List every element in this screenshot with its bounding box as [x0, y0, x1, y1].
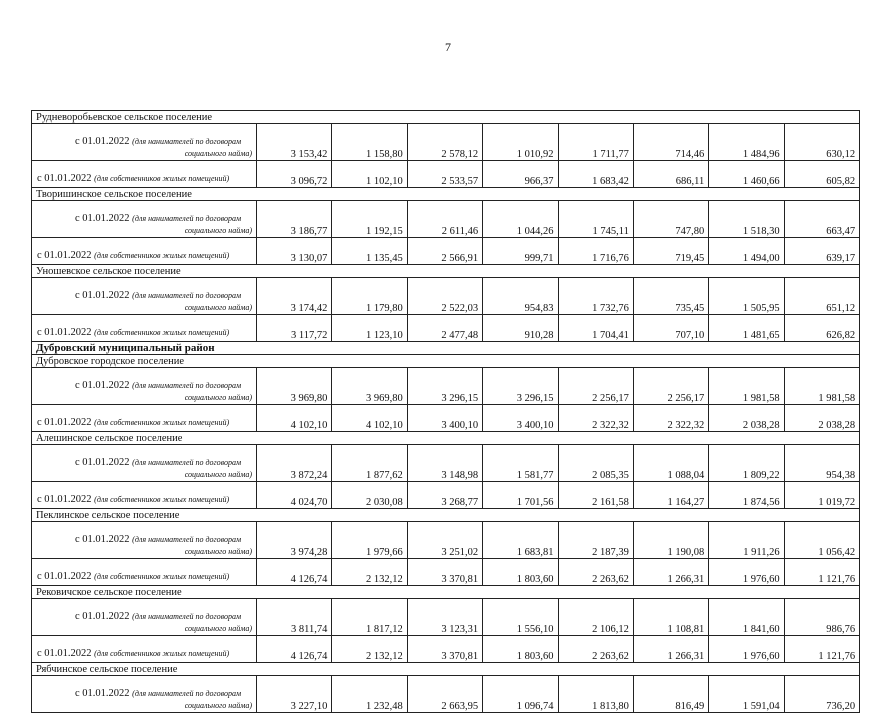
settlement-name: Пеклинское сельское поселение: [32, 509, 860, 522]
tariff-value: 4 024,70: [257, 482, 332, 509]
tariff-value: 1 266,31: [633, 559, 708, 586]
category-note: (для нанимателей по договорам: [132, 291, 242, 300]
effective-date: с 01.01.2022: [75, 290, 130, 301]
tenant-tariff-row: [32, 522, 860, 559]
category-note-continued: социального найма): [184, 624, 252, 633]
settlement-row: [32, 355, 860, 368]
settlement-name: Творишинское сельское поселение: [32, 188, 860, 201]
tariff-value: 1 266,31: [633, 636, 708, 663]
tariff-value: 735,45: [633, 278, 708, 315]
category-note: (для собственников жилых помещений): [94, 418, 230, 427]
tariff-value: 1 813,80: [558, 676, 633, 713]
tariff-value: 1 158,80: [332, 124, 407, 161]
category-note-continued: социального найма): [184, 226, 252, 235]
tariff-value: 986,76: [784, 599, 859, 636]
tariff-value: 3 174,42: [257, 278, 332, 315]
tariff-value: 3 296,15: [483, 368, 558, 405]
tariff-value: 3 117,72: [257, 315, 332, 342]
tariff-value: 3 148,98: [407, 445, 482, 482]
category-note-continued: социального найма): [184, 393, 252, 402]
tariff-value: 1 010,92: [483, 124, 558, 161]
tenant-tariff-row: [32, 124, 860, 161]
tariff-value: 2 256,17: [558, 368, 633, 405]
row-label: [32, 238, 257, 265]
effective-date: с 01.01.2022: [75, 457, 130, 468]
tariff-value: 1 911,26: [709, 522, 784, 559]
tariff-value: 1 976,60: [709, 559, 784, 586]
tariff-value: 3 186,77: [257, 201, 332, 238]
tariff-value: 3 370,81: [407, 559, 482, 586]
tariff-value: 1 581,77: [483, 445, 558, 482]
tariff-value: 2 030,08: [332, 482, 407, 509]
effective-date: с 01.01.2022: [37, 494, 92, 505]
category-note: (для собственников жилых помещений): [94, 495, 230, 504]
category-note-continued: социального найма): [184, 547, 252, 556]
effective-date: с 01.01.2022: [37, 417, 92, 428]
tariff-value: 1 481,65: [709, 315, 784, 342]
row-label: [32, 599, 257, 636]
tariff-value: 714,46: [633, 124, 708, 161]
tariff-value: 4 102,10: [332, 405, 407, 432]
tariff-value: 1 683,81: [483, 522, 558, 559]
tariff-value: 2 085,35: [558, 445, 633, 482]
tariff-value: 2 533,57: [407, 161, 482, 188]
effective-date: с 01.01.2022: [37, 648, 92, 659]
owner-tariff-row: [32, 315, 860, 342]
tariff-value: 707,10: [633, 315, 708, 342]
effective-date: с 01.01.2022: [75, 611, 130, 622]
owner-tariff-row: [32, 636, 860, 663]
tariff-value: 954,83: [483, 278, 558, 315]
tariff-value: 1 803,60: [483, 559, 558, 586]
tariff-value: 3 123,31: [407, 599, 482, 636]
row-label: [32, 559, 257, 586]
tariff-value: 3 400,10: [483, 405, 558, 432]
tariff-value: 1 683,42: [558, 161, 633, 188]
tariff-value: 1 135,45: [332, 238, 407, 265]
tariff-value: 1 817,12: [332, 599, 407, 636]
tariff-value: 2 322,32: [633, 405, 708, 432]
tariff-value: 1 877,62: [332, 445, 407, 482]
category-note: (для нанимателей по договорам: [132, 458, 242, 467]
tariff-value: 2 522,03: [407, 278, 482, 315]
category-note-continued: социального найма): [184, 470, 252, 479]
tariff-value: 2 578,12: [407, 124, 482, 161]
tariff-value: 686,11: [633, 161, 708, 188]
tariff-value: 3 268,77: [407, 482, 482, 509]
tariff-value: 2 038,28: [784, 405, 859, 432]
settlement-row: [32, 188, 860, 201]
tariff-value: 816,49: [633, 676, 708, 713]
tariff-value: 4 126,74: [257, 559, 332, 586]
row-label: [32, 368, 257, 405]
tariff-value: 2 132,12: [332, 636, 407, 663]
category-note-continued: социального найма): [184, 701, 252, 710]
tariff-value: 1 701,56: [483, 482, 558, 509]
category-note: (для нанимателей по договорам: [132, 381, 242, 390]
tariff-value: 1 190,08: [633, 522, 708, 559]
category-note: (для собственников жилых помещений): [94, 649, 230, 658]
tariff-value: 3 096,72: [257, 161, 332, 188]
tariff-value: 3 811,74: [257, 599, 332, 636]
settlement-row: [32, 586, 860, 599]
tariff-value: 1 981,58: [709, 368, 784, 405]
tenant-tariff-row: [32, 368, 860, 405]
tariff-value: 2 566,91: [407, 238, 482, 265]
tariff-value: 3 153,42: [257, 124, 332, 161]
effective-date: с 01.01.2022: [37, 571, 92, 582]
page-number: 7: [445, 40, 451, 54]
tenant-tariff-row: [32, 201, 860, 238]
tariff-value: 626,82: [784, 315, 859, 342]
category-note: (для собственников жилых помещений): [94, 174, 230, 183]
effective-date: с 01.01.2022: [75, 136, 130, 147]
tariff-value: 2 106,12: [558, 599, 633, 636]
row-label: [32, 522, 257, 559]
tariff-value: 2 038,28: [709, 405, 784, 432]
tariff-table-body: [32, 111, 860, 713]
tariff-value: 1 019,72: [784, 482, 859, 509]
tariff-value: 2 161,58: [558, 482, 633, 509]
tariff-value: 1 556,10: [483, 599, 558, 636]
tariff-value: 630,12: [784, 124, 859, 161]
category-note: (для нанимателей по договорам: [132, 689, 242, 698]
category-note: (для нанимателей по договорам: [132, 612, 242, 621]
tariff-value: 1 803,60: [483, 636, 558, 663]
tariff-value: 1 179,80: [332, 278, 407, 315]
tenant-tariff-row: [32, 278, 860, 315]
tariff-value: 1 044,26: [483, 201, 558, 238]
tariff-value: 1 121,76: [784, 559, 859, 586]
category-note-continued: социального найма): [184, 149, 252, 158]
tariff-value: 1 591,04: [709, 676, 784, 713]
row-label: [32, 405, 257, 432]
effective-date: с 01.01.2022: [37, 173, 92, 184]
tariff-value: 1 102,10: [332, 161, 407, 188]
tariff-value: 2 477,48: [407, 315, 482, 342]
tariff-value: 3 969,80: [332, 368, 407, 405]
tariff-value: 1 979,66: [332, 522, 407, 559]
category-note: (для нанимателей по договорам: [132, 214, 242, 223]
tariff-value: 651,12: [784, 278, 859, 315]
settlement-row: [32, 663, 860, 676]
owner-tariff-row: [32, 161, 860, 188]
category-note: (для собственников жилых помещений): [94, 328, 230, 337]
tariff-value: 736,20: [784, 676, 859, 713]
tariff-value: 1 088,04: [633, 445, 708, 482]
row-label: [32, 124, 257, 161]
row-label: [32, 315, 257, 342]
tariff-value: 3 251,02: [407, 522, 482, 559]
settlement-row: [32, 111, 860, 124]
row-label: [32, 278, 257, 315]
row-label: [32, 636, 257, 663]
tariff-value: 1 192,15: [332, 201, 407, 238]
district-name: Дубровский муниципальный район: [32, 342, 860, 355]
tariff-value: 1 232,48: [332, 676, 407, 713]
tariff-value: 3 227,10: [257, 676, 332, 713]
settlement-name: Уношевское сельское поселение: [32, 265, 860, 278]
tariff-value: 2 132,12: [332, 559, 407, 586]
tariff-value: 4 102,10: [257, 405, 332, 432]
tariff-value: 1 732,76: [558, 278, 633, 315]
settlement-name: Рековичское сельское поселение: [32, 586, 860, 599]
effective-date: с 01.01.2022: [37, 327, 92, 338]
tariff-value: 1 976,60: [709, 636, 784, 663]
tariff-value: 3 872,24: [257, 445, 332, 482]
tariff-value: 1 505,95: [709, 278, 784, 315]
tariff-value: 3 974,28: [257, 522, 332, 559]
category-note-continued: социального найма): [184, 303, 252, 312]
row-label: [32, 445, 257, 482]
tariff-value: 2 663,95: [407, 676, 482, 713]
tariff-value: 3 130,07: [257, 238, 332, 265]
owner-tariff-row: [32, 559, 860, 586]
tariff-value: 1 096,74: [483, 676, 558, 713]
tariff-value: 1 745,11: [558, 201, 633, 238]
tenant-tariff-row: [32, 445, 860, 482]
effective-date: с 01.01.2022: [75, 534, 130, 545]
tariff-value: 1 494,00: [709, 238, 784, 265]
settlement-name: Рудневоробьевское сельское поселение: [32, 111, 860, 124]
row-label: [32, 676, 257, 713]
tariff-value: 639,17: [784, 238, 859, 265]
tariff-value: 999,71: [483, 238, 558, 265]
tariff-value: 1 981,58: [784, 368, 859, 405]
effective-date: с 01.01.2022: [75, 380, 130, 391]
tariff-value: 2 611,46: [407, 201, 482, 238]
tariff-value: 910,28: [483, 315, 558, 342]
tariff-value: 2 263,62: [558, 559, 633, 586]
settlement-row: [32, 509, 860, 522]
tariff-value: 1 716,76: [558, 238, 633, 265]
tariff-value: 1 484,96: [709, 124, 784, 161]
row-label: [32, 201, 257, 238]
category-note: (для собственников жилых помещений): [94, 251, 230, 260]
settlement-row: [32, 432, 860, 445]
tariff-value: 954,38: [784, 445, 859, 482]
tariff-value: 1 056,42: [784, 522, 859, 559]
tenant-tariff-row: [32, 599, 860, 636]
tariff-value: 605,82: [784, 161, 859, 188]
district-row: [32, 342, 860, 355]
tariff-value: 719,45: [633, 238, 708, 265]
tariff-value: 4 126,74: [257, 636, 332, 663]
tariff-value: 663,47: [784, 201, 859, 238]
tariff-value: 1 108,81: [633, 599, 708, 636]
category-note: (для нанимателей по договорам: [132, 535, 242, 544]
tariff-value: 966,37: [483, 161, 558, 188]
category-note: (для собственников жилых помещений): [94, 572, 230, 581]
effective-date: с 01.01.2022: [75, 688, 130, 699]
category-note: (для нанимателей по договорам: [132, 137, 242, 146]
tariff-value: 3 400,10: [407, 405, 482, 432]
tariff-value: 1 711,77: [558, 124, 633, 161]
tariff-value: 1 164,27: [633, 482, 708, 509]
row-label: [32, 482, 257, 509]
tariff-value: 1 518,30: [709, 201, 784, 238]
tariff-value: 2 187,39: [558, 522, 633, 559]
tariff-value: 1 123,10: [332, 315, 407, 342]
settlement-name: Дубровское городское поселение: [32, 355, 860, 368]
tariff-value: 1 841,60: [709, 599, 784, 636]
tariff-value: 1 460,66: [709, 161, 784, 188]
tariff-value: 1 704,41: [558, 315, 633, 342]
effective-date: с 01.01.2022: [75, 213, 130, 224]
owner-tariff-row: [32, 482, 860, 509]
tariff-value: 3 296,15: [407, 368, 482, 405]
tariff-value: 2 263,62: [558, 636, 633, 663]
settlement-row: [32, 265, 860, 278]
effective-date: с 01.01.2022: [37, 250, 92, 261]
row-label: [32, 161, 257, 188]
tenant-tariff-row: [32, 676, 860, 713]
settlement-name: Рябчинское сельское поселение: [32, 663, 860, 676]
settlement-name: Алешинское сельское поселение: [32, 432, 860, 445]
tariff-value: 3 969,80: [257, 368, 332, 405]
tariff-value: 1 121,76: [784, 636, 859, 663]
owner-tariff-row: [32, 238, 860, 265]
tariff-value: 747,80: [633, 201, 708, 238]
tariff-value: 3 370,81: [407, 636, 482, 663]
tariff-value: 2 322,32: [558, 405, 633, 432]
tariff-value: 1 874,56: [709, 482, 784, 509]
tariff-value: 2 256,17: [633, 368, 708, 405]
tariff-table: [31, 110, 860, 713]
tariff-value: 1 809,22: [709, 445, 784, 482]
owner-tariff-row: [32, 405, 860, 432]
